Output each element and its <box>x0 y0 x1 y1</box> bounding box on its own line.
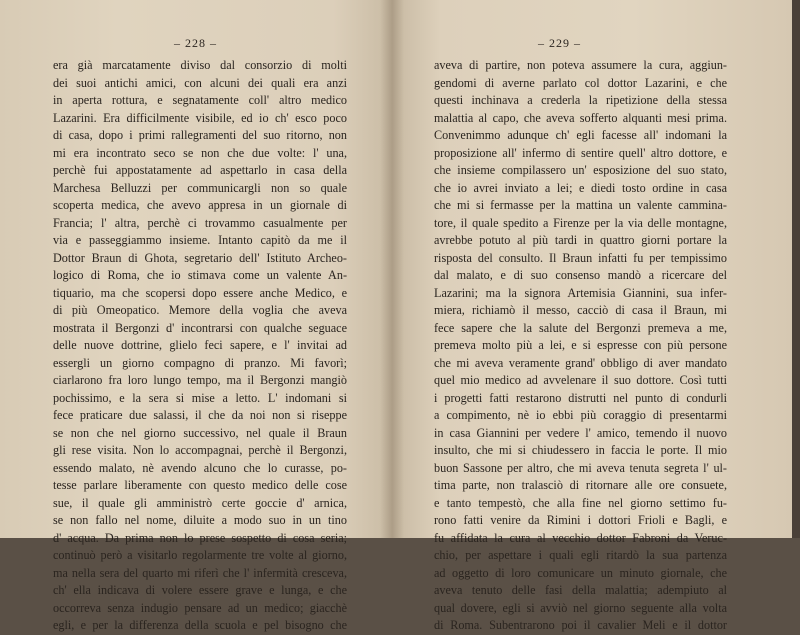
text-line: tima parte, non tralasciò di ritornare alle ore consuete, <box>434 478 727 492</box>
text-line: occorreva senza indugio pensare ad un medico; giacchè <box>53 600 347 615</box>
text-line: dal malato, e di suo consenso mandò a ricercare del <box>434 268 727 282</box>
text-line: essendo malato, nè avendo alcuno che lo curasse, po- <box>53 460 347 475</box>
text-line: gendomi di averne parlato col dottor Lazarini, e che <box>434 75 727 90</box>
text-line: fu affidata la cura al vecchio dottor Fabroni da Veruc- <box>434 530 727 545</box>
text-line: che mi aveva veramente grand' obbligo di aver mandato <box>434 355 727 370</box>
text-line: Marchesa Belluzzi per communicargli non so quale <box>53 180 347 195</box>
text-line: tiquario, ma che scopersi dopo essere anche Medico, e <box>53 285 347 300</box>
text-line: delle nuove dottrine, glielo feci sapere, e l' invitai ad <box>53 338 347 352</box>
text-line: se non che nel giorno successivo, nel quale il Braun <box>53 425 347 440</box>
text-line: era già marcatamente diviso dal consorzio di molti <box>53 58 347 72</box>
text-line: ciarlarono fra loro lungo tempo, ma il Bergonzi mangiò <box>53 373 347 387</box>
text-line: che mi si fermasse per la mattina un valente cammina- <box>434 198 727 212</box>
page-edge <box>792 0 800 538</box>
text-line: mostrata il Bergonzi d' incontrarsi con qualche seguace <box>53 320 347 335</box>
text-line: Francia; l' altra, perchè ci trovammo casualmente per <box>53 215 347 230</box>
text-line: egli, e per la differenza della scuola e pel bisogno che <box>53 618 347 632</box>
text-line: fece sapere che la salute del Bergonzi premeva a me, <box>434 320 727 335</box>
text-line: ma nella sera del quarto mi riferì che l' infermità cresceva, <box>53 565 347 580</box>
text-line: d' acqua. Da prima non lo prese sospetto di cosa seria; <box>53 530 347 545</box>
right-page-text <box>434 57 727 635</box>
text-line: aveva di partire, non poteva assumere la cura, aggiun- <box>434 58 727 72</box>
text-line: pochissimo, e la sera si mise a letto. L' indomani si <box>53 390 347 405</box>
text-line: questi inchinava a crederla la ripetizione della stessa <box>434 93 727 107</box>
text-line: di più Omeopatico. Memore della voglia che aveva <box>53 303 347 317</box>
left-page <box>0 0 392 632</box>
text-line: Dottor Braun di Ghota, segretario dell' Istituto Archeo- <box>53 250 347 265</box>
text-line: miera, richiamò il messo, cacciò di casa il Braun, mi <box>434 303 727 317</box>
right-page <box>392 0 794 632</box>
book-gutter <box>380 0 404 538</box>
text-line: che insieme compilassero un' esposizione del suo stato, <box>434 163 727 177</box>
text-line: perchè fui appostatamente ad aspettarlo in casa della <box>53 163 347 177</box>
text-line: rono fatti venire da Rimini i dottori Frioli e Bagli, e <box>434 513 727 527</box>
text-line: essergli un giorno compagno di pranzo. Mi favorì; <box>53 355 347 370</box>
text-line: e tanto tempestò, che alla fine nel giorno settimo fu- <box>434 495 727 510</box>
page-number-left: – 228 – <box>174 36 217 50</box>
text-line: proposizione all' infermo di sentire quell' altro dottore, e <box>434 145 727 160</box>
text-line: buon Sassone per altro, che mi aveva tenuta segreta l' ul- <box>434 460 727 475</box>
text-line: ch' ella indicava di volere essere grave e lunga, e che <box>53 583 347 597</box>
text-line: in aperta rottura, e segnatamente coll' altro medico <box>53 93 347 107</box>
left-page-text <box>53 57 347 635</box>
text-line: logico di Roma, che io stimava come un valente An- <box>53 268 347 282</box>
text-line: scoperta medica, che avevo appresa in un giornale di <box>53 198 347 212</box>
text-line: premeva molto più a lei, e si espresse con più persone <box>434 338 727 352</box>
text-line: aveva tenuto delle fasi della malattia; adempiuto al <box>434 583 727 597</box>
text-line: se non fallo nel nome, diluite a modo suo in un tino <box>53 513 347 527</box>
text-line: che io avrei inviato a lei; e diedi tosto ordine in casa <box>434 180 727 195</box>
text-line: gli rese visita. Non lo accompagnai, perchè il Bergonzi, <box>53 443 347 457</box>
text-line: tore, il quale spedito a Firenze per la via delle montagne, <box>434 215 727 230</box>
text-line: malattia al capo, che aveva sofferto alquanti mesi prima. <box>434 110 727 125</box>
text-line: mi era incontrato seco se non che due volte: l' una, <box>53 145 347 160</box>
text-line: i progetti fatti restarono distrutti nel punto di condurli <box>434 390 727 405</box>
text-line: chio, per aspettare i quali egli ritardò la sua partenza <box>434 548 727 562</box>
text-line: avrebbe potuto al più tardi in quattro giorni portare la <box>434 233 727 247</box>
text-line: via e passeggiammo insieme. Intanto capitò da me il <box>53 233 347 247</box>
text-line: fece praticare due salassi, il che da noi non si riseppe <box>53 408 347 422</box>
text-line: sue, il quale gli amministrò certe goccie d' arnica, <box>53 495 347 510</box>
text-line: Lazarini; ma la signora Artemisia Giannini, sua infer- <box>434 285 727 300</box>
text-line: continuò però a visitarlo regolarmente tre volte al giorno, <box>53 548 347 562</box>
text-line: tesse parlare liberamente con questo medico delle cose <box>53 478 347 492</box>
text-line: Lazarini. Era difficilmente visibile, ed io ch' esco poco <box>53 110 347 125</box>
text-line: risposta del consulto. Il Braun infatti fu per tempissimo <box>434 250 727 265</box>
text-line: di Roma. Subentrarono poi il cavalier Meli e il dottor <box>434 618 727 632</box>
text-line: in casa Giannini per vedere l' amico, temendo il nuovo <box>434 425 727 440</box>
text-line: dei suoi antichi amici, con alcuni dei quali era anzi <box>53 75 347 90</box>
text-line: qual dovere, egli si avviò nel giorno seguente alla volta <box>434 600 727 615</box>
text-line: insulto, che mi si chiudessero in faccia le porte. Il mio <box>434 443 727 457</box>
text-line: quel mio medico ad avvelenare il suo dottore. Così tutti <box>434 373 727 387</box>
text-line: a compimento, nè io ebbi più coraggio di presentarmi <box>434 408 727 422</box>
text-line: Convenimmo adunque ch' egli facesse all' indomani la <box>434 128 727 142</box>
text-line: di casa, dopo i primi rallegramenti del suo ritorno, non <box>53 128 347 142</box>
text-line: ad oggetto di loro comunicare un minuto giornale, che <box>434 565 727 580</box>
page-number-right: – 229 – <box>538 36 581 50</box>
